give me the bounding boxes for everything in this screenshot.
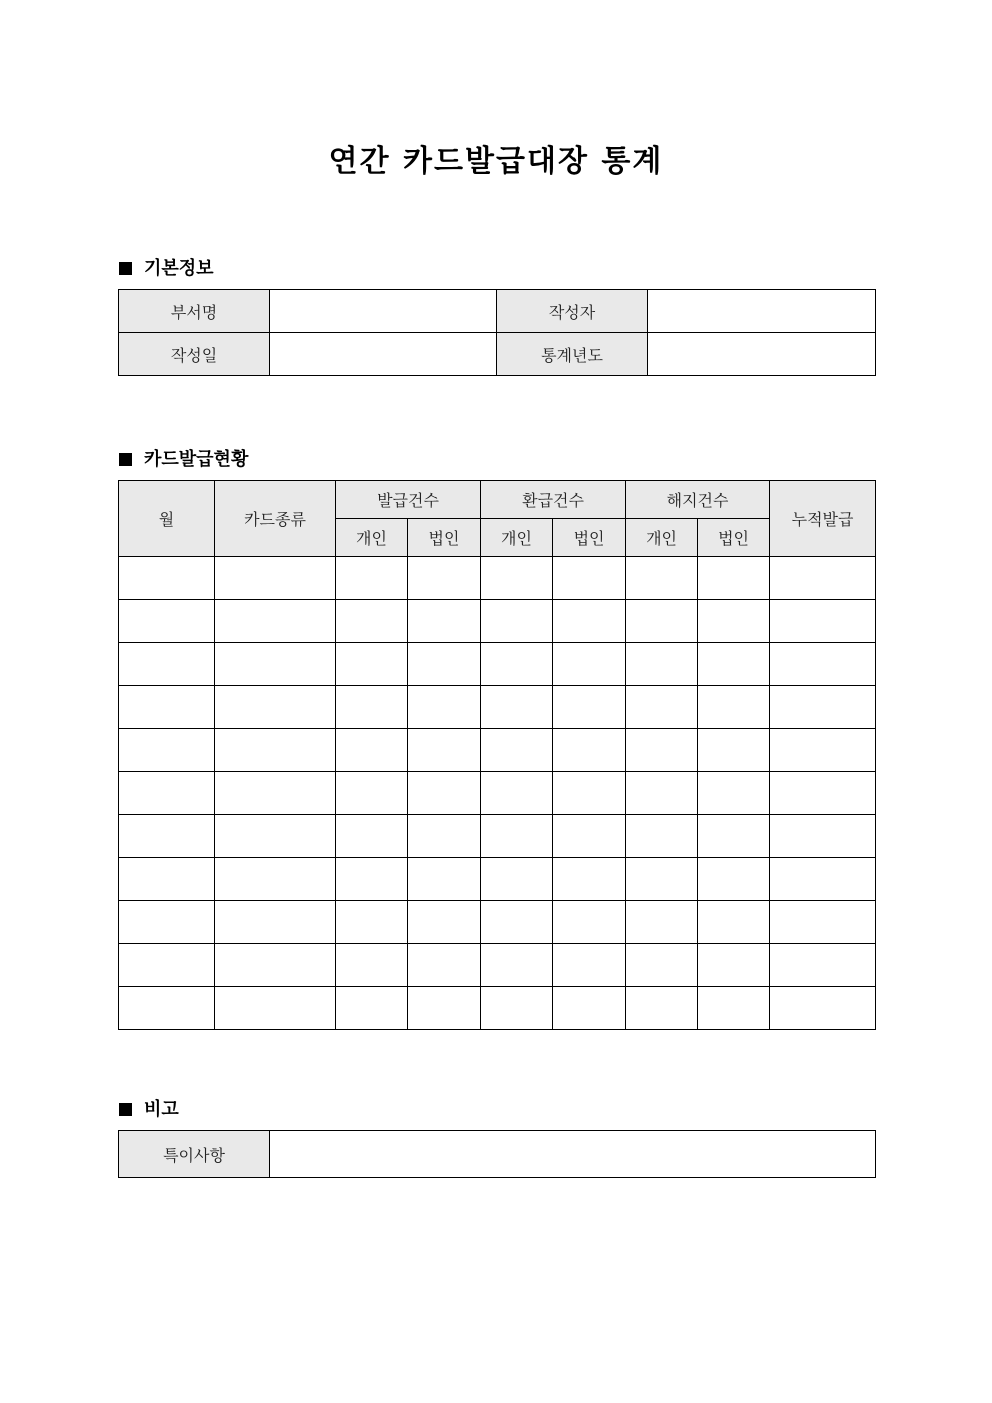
- refund-corporate-cell[interactable]: [553, 858, 626, 901]
- author-field[interactable]: [648, 290, 876, 333]
- card-type-cell[interactable]: [215, 643, 336, 686]
- section-label-basic: 기본정보: [144, 258, 214, 279]
- cumulative-cell[interactable]: [770, 858, 876, 901]
- cumulative-cell[interactable]: [770, 987, 876, 1030]
- section-label-remarks: 비고: [144, 1099, 179, 1120]
- cancel-corporate-cell[interactable]: [698, 729, 770, 772]
- card-type-cell[interactable]: [215, 772, 336, 815]
- refund-personal-cell[interactable]: [481, 901, 553, 944]
- cancel-corporate-header: 법인: [698, 519, 770, 557]
- issued-personal-cell[interactable]: [336, 987, 408, 1030]
- refund-corporate-cell[interactable]: [553, 772, 626, 815]
- issued-corporate-header: 법인: [408, 519, 481, 557]
- card-type-cell[interactable]: [215, 944, 336, 987]
- table-row: [119, 815, 876, 858]
- issued-corporate-cell[interactable]: [408, 729, 481, 772]
- refund-corporate-cell[interactable]: [553, 729, 626, 772]
- issued-personal-cell[interactable]: [336, 600, 408, 643]
- refund-corporate-cell[interactable]: [553, 643, 626, 686]
- issued-personal-cell[interactable]: [336, 729, 408, 772]
- cumulative-cell[interactable]: [770, 600, 876, 643]
- table-row: [119, 557, 876, 600]
- cancel-personal-cell[interactable]: [626, 815, 698, 858]
- cancel-personal-cell[interactable]: [626, 987, 698, 1030]
- issued-corporate-cell[interactable]: [408, 858, 481, 901]
- document-title: 연간 카드발급대장 통계: [328, 144, 664, 179]
- table-header-row: [119, 481, 876, 519]
- cancel-personal-header: 개인: [626, 519, 698, 557]
- table-row: [119, 901, 876, 944]
- month-cell[interactable]: [119, 815, 215, 858]
- table-row: [119, 987, 876, 1030]
- issued-corporate-cell[interactable]: [408, 944, 481, 987]
- cumulative-cell[interactable]: [770, 772, 876, 815]
- table-row: [119, 290, 876, 333]
- date-label: 작성일: [119, 333, 270, 376]
- card-type-cell[interactable]: [215, 557, 336, 600]
- refund-personal-cell[interactable]: [481, 600, 553, 643]
- cancel-personal-cell[interactable]: [626, 600, 698, 643]
- cumulative-cell[interactable]: [770, 944, 876, 987]
- cancel-personal-cell[interactable]: [626, 557, 698, 600]
- issued-corporate-cell[interactable]: [408, 643, 481, 686]
- issued-personal-header: 개인: [336, 519, 408, 557]
- table-row: [119, 1131, 876, 1178]
- refund-personal-cell[interactable]: [481, 815, 553, 858]
- month-cell[interactable]: [119, 686, 215, 729]
- refund-corporate-cell[interactable]: [553, 557, 626, 600]
- col-card-type-header: 카드종류: [215, 481, 336, 557]
- refund-personal-cell[interactable]: [481, 729, 553, 772]
- card-type-cell[interactable]: [215, 987, 336, 1030]
- issued-corporate-cell[interactable]: [408, 686, 481, 729]
- cancel-personal-cell[interactable]: [626, 729, 698, 772]
- basic-info-table: [118, 289, 876, 376]
- refund-personal-cell[interactable]: [481, 643, 553, 686]
- cancel-corporate-cell[interactable]: [698, 944, 770, 987]
- refund-corporate-header: 법인: [553, 519, 626, 557]
- cumulative-cell[interactable]: [770, 686, 876, 729]
- issued-corporate-cell[interactable]: [408, 901, 481, 944]
- cancel-corporate-cell[interactable]: [698, 772, 770, 815]
- refund-personal-cell[interactable]: [481, 987, 553, 1030]
- card-type-cell[interactable]: [215, 686, 336, 729]
- cancel-corporate-cell[interactable]: [698, 600, 770, 643]
- refund-corporate-cell[interactable]: [553, 944, 626, 987]
- month-cell[interactable]: [119, 944, 215, 987]
- dept-label: 부서명: [119, 290, 270, 333]
- remarks-table: [118, 1130, 876, 1178]
- card-type-cell[interactable]: [215, 600, 336, 643]
- month-cell[interactable]: [119, 600, 215, 643]
- refund-personal-cell[interactable]: [481, 858, 553, 901]
- month-cell[interactable]: [119, 643, 215, 686]
- month-cell[interactable]: [119, 772, 215, 815]
- table-row: [119, 729, 876, 772]
- cancel-corporate-cell[interactable]: [698, 858, 770, 901]
- month-cell[interactable]: [119, 901, 215, 944]
- refund-personal-cell[interactable]: [481, 772, 553, 815]
- table-row: [119, 944, 876, 987]
- remarks-label: 특이사항: [119, 1131, 270, 1178]
- issued-corporate-cell[interactable]: [408, 815, 481, 858]
- card-type-cell[interactable]: [215, 858, 336, 901]
- year-label: 통계년도: [497, 333, 648, 376]
- table-row: [119, 643, 876, 686]
- cancel-corporate-cell[interactable]: [698, 815, 770, 858]
- col-cumulative-header: 누적발급: [770, 481, 876, 557]
- section-heading-issuance: [119, 445, 248, 471]
- cancel-corporate-cell[interactable]: [698, 557, 770, 600]
- issued-personal-cell[interactable]: [336, 643, 408, 686]
- cancel-personal-cell[interactable]: [626, 901, 698, 944]
- table-row: [119, 333, 876, 376]
- month-cell[interactable]: [119, 987, 215, 1030]
- dept-field[interactable]: [270, 290, 497, 333]
- issued-corporate-cell[interactable]: [408, 557, 481, 600]
- col-month-header: 월: [119, 481, 215, 557]
- issued-personal-cell[interactable]: [336, 901, 408, 944]
- cumulative-cell[interactable]: [770, 815, 876, 858]
- card-type-cell[interactable]: [215, 901, 336, 944]
- square-bullet-icon: [119, 1103, 132, 1116]
- cancel-corporate-cell[interactable]: [698, 686, 770, 729]
- month-cell[interactable]: [119, 557, 215, 600]
- refund-personal-cell[interactable]: [481, 944, 553, 987]
- author-label: 작성자: [497, 290, 648, 333]
- refund-corporate-cell[interactable]: [553, 987, 626, 1030]
- cancel-personal-cell[interactable]: [626, 858, 698, 901]
- card-type-cell[interactable]: [215, 729, 336, 772]
- issued-personal-cell[interactable]: [336, 772, 408, 815]
- table-row: [119, 600, 876, 643]
- remarks-field[interactable]: [270, 1131, 876, 1178]
- cancel-personal-cell[interactable]: [626, 686, 698, 729]
- table-row: [119, 686, 876, 729]
- cancel-personal-cell[interactable]: [626, 643, 698, 686]
- refund-personal-cell[interactable]: [481, 686, 553, 729]
- section-heading-remarks: [119, 1095, 179, 1121]
- year-field[interactable]: [648, 333, 876, 376]
- refund-corporate-cell[interactable]: [553, 686, 626, 729]
- group-issued-header: 발급건수: [336, 481, 481, 519]
- issuance-table: [118, 480, 876, 1030]
- cancel-corporate-cell[interactable]: [698, 901, 770, 944]
- issued-personal-cell[interactable]: [336, 944, 408, 987]
- table-row: [119, 858, 876, 901]
- cancel-personal-cell[interactable]: [626, 944, 698, 987]
- card-type-cell[interactable]: [215, 815, 336, 858]
- issued-corporate-cell[interactable]: [408, 600, 481, 643]
- issued-corporate-cell[interactable]: [408, 772, 481, 815]
- cumulative-cell[interactable]: [770, 901, 876, 944]
- issued-personal-cell[interactable]: [336, 815, 408, 858]
- cumulative-cell[interactable]: [770, 557, 876, 600]
- date-field[interactable]: [270, 333, 497, 376]
- square-bullet-icon: [119, 262, 132, 275]
- cancel-corporate-cell[interactable]: [698, 987, 770, 1030]
- refund-corporate-cell[interactable]: [553, 815, 626, 858]
- cumulative-cell[interactable]: [770, 729, 876, 772]
- cancel-corporate-cell[interactable]: [698, 643, 770, 686]
- section-label-issuance: 카드발급현황: [144, 449, 249, 470]
- table-row: [119, 772, 876, 815]
- month-cell[interactable]: [119, 858, 215, 901]
- group-refund-header: 환급건수: [481, 481, 626, 519]
- issued-personal-cell[interactable]: [336, 557, 408, 600]
- refund-personal-cell[interactable]: [481, 557, 553, 600]
- issued-corporate-cell[interactable]: [408, 987, 481, 1030]
- cancel-personal-cell[interactable]: [626, 772, 698, 815]
- refund-corporate-cell[interactable]: [553, 901, 626, 944]
- refund-personal-header: 개인: [481, 519, 553, 557]
- cumulative-cell[interactable]: [770, 643, 876, 686]
- section-heading-basic: [119, 254, 214, 280]
- group-cancel-header: 해지건수: [626, 481, 770, 519]
- issued-personal-cell[interactable]: [336, 686, 408, 729]
- refund-corporate-cell[interactable]: [553, 600, 626, 643]
- month-cell[interactable]: [119, 729, 215, 772]
- issued-personal-cell[interactable]: [336, 858, 408, 901]
- square-bullet-icon: [119, 453, 132, 466]
